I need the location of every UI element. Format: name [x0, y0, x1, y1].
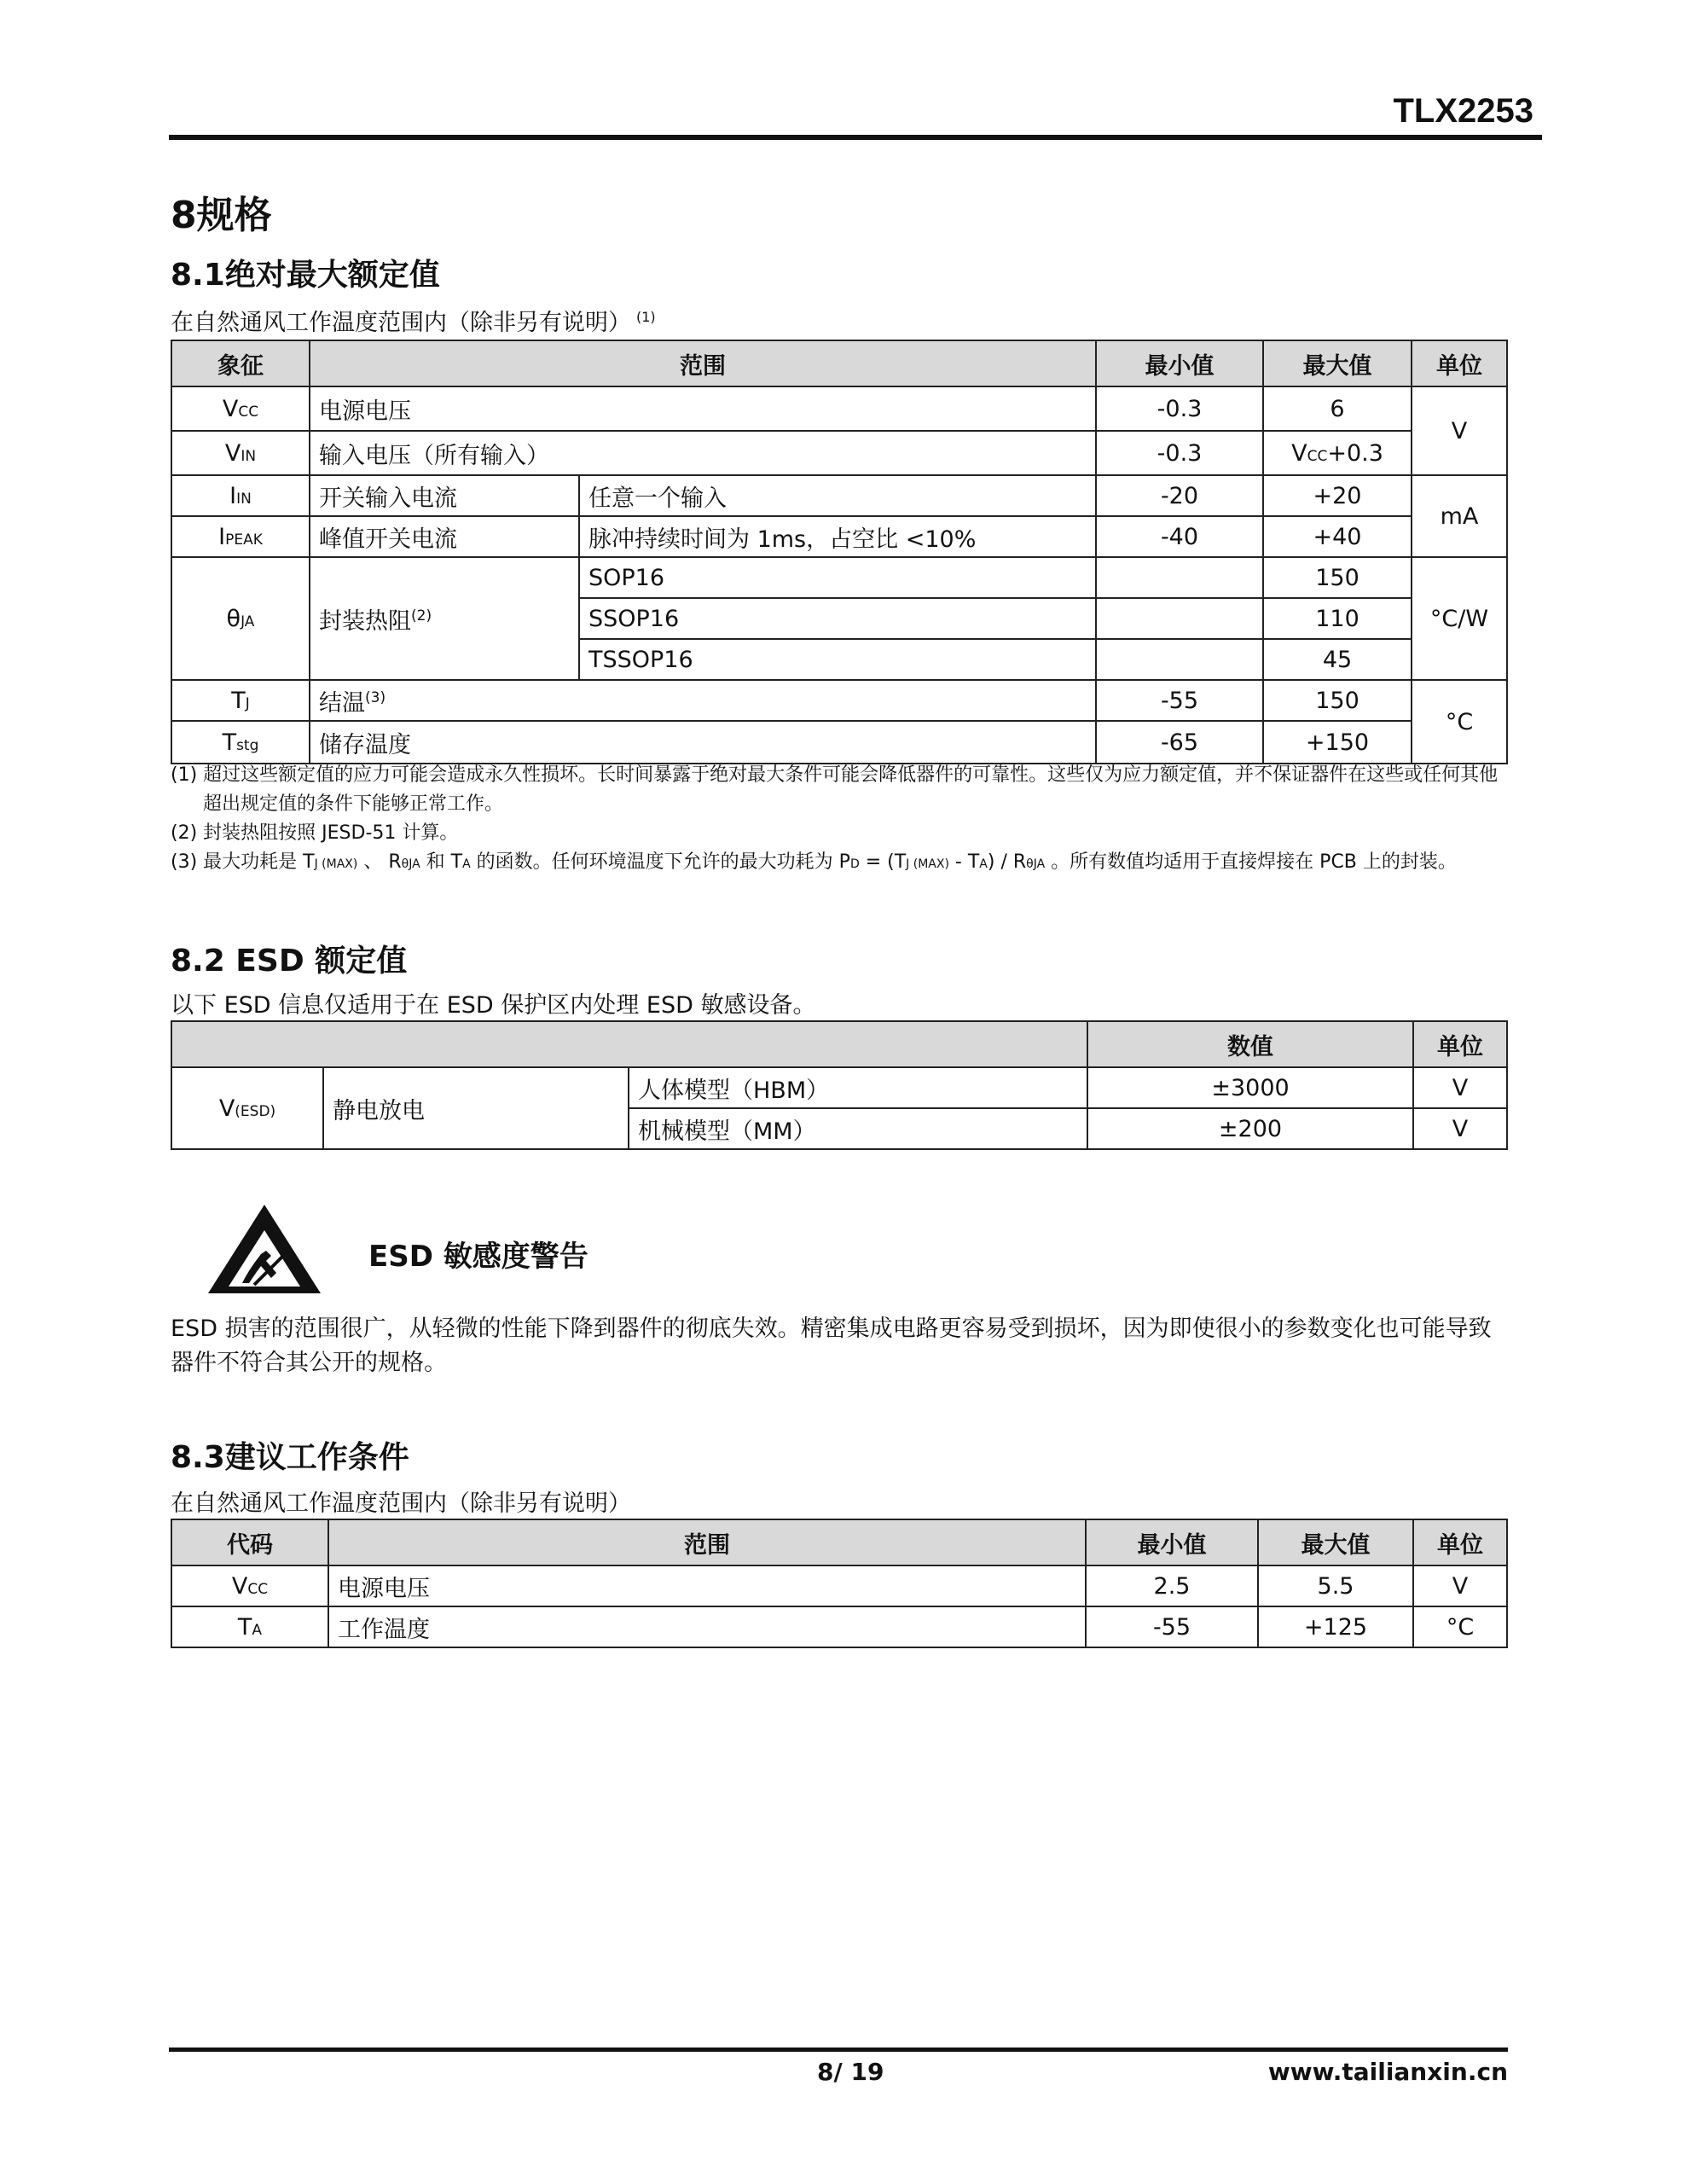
min-cell [1096, 598, 1263, 639]
cond-cell: 任意一个输入 [579, 475, 1096, 516]
value-cell: ±3000 [1087, 1067, 1413, 1108]
rec-table [171, 1519, 1508, 1648]
table-row [171, 386, 1507, 431]
col-unit: 单位 [1412, 340, 1507, 386]
min-cell [1096, 639, 1263, 680]
desc-cell: 工作温度 [328, 1606, 1086, 1647]
desc-cell: 封装热阻$^{(2)}$ [310, 557, 579, 680]
value-cell: ±200 [1087, 1108, 1413, 1149]
desc-cell: 电源电压 [310, 386, 1096, 431]
package-cell: SOP16 [579, 557, 1096, 598]
table-row [171, 431, 1507, 475]
desc-cell: 电源电压 [328, 1565, 1086, 1606]
desc-cell: 结温$^{(3)}$ [310, 680, 1096, 721]
max-cell: VCC+0.3 [1263, 431, 1412, 475]
max-cell: +20 [1263, 475, 1412, 516]
table-row [171, 557, 1507, 598]
min-cell: -20 [1096, 475, 1263, 516]
model-cell: 人体模型（HBM） [629, 1067, 1087, 1108]
footer-rule [169, 2048, 1508, 2052]
esd-warning-text: ESD 损害的范围很广，从轻微的性能下降到器件的彻底失效。精密集成电路更容易受到损坏，因为即使很小的参数变化也可能导致器件不符合其公开的规格。 [171, 1316, 1492, 1376]
symbol-cell: V(ESD) [171, 1067, 323, 1149]
page-number: 8/ 19 [817, 2058, 884, 2086]
symbol-cell: VCC [171, 1565, 328, 1606]
abs-max-footnotes [171, 761, 1510, 879]
table-header-row [171, 340, 1507, 386]
table-header-row [171, 1021, 1507, 1067]
desc-cell: 储存温度 [310, 721, 1096, 764]
max-cell: 110 [1263, 598, 1412, 639]
min-cell: -40 [1096, 516, 1263, 557]
max-cell: +125 [1258, 1606, 1413, 1647]
min-cell: -65 [1096, 721, 1263, 764]
unit-cell: V [1413, 1565, 1507, 1606]
symbol-cell: Tstg [171, 721, 310, 764]
unit-cell: V [1412, 386, 1507, 475]
table-row [171, 1067, 1507, 1108]
desc-cell: 开关输入电流 [310, 475, 579, 516]
max-cell: 150 [1263, 680, 1412, 721]
col-max: 最大值 [1263, 340, 1412, 386]
symbol-cell: VCC [171, 386, 310, 431]
col-value: 数值 [1087, 1021, 1413, 1067]
section-title-esd: 8.2 ESD 额定值 [171, 944, 408, 979]
website-link[interactable]: www.tailianxin.cn [1267, 2058, 1508, 2086]
symbol-cell: IIN [171, 475, 310, 516]
package-cell: TSSOP16 [579, 639, 1096, 680]
col-unit: 单位 [1413, 1021, 1507, 1067]
esd-table [171, 1020, 1508, 1150]
min-cell: -55 [1086, 1606, 1258, 1647]
model-cell: 机械模型（MM） [629, 1108, 1087, 1149]
max-cell: 6 [1263, 386, 1412, 431]
col-min: 最小值 [1086, 1519, 1258, 1565]
col-blank [171, 1021, 1087, 1067]
max-cell: 45 [1263, 639, 1412, 680]
min-cell: -0.3 [1096, 386, 1263, 431]
min-cell: 2.5 [1086, 1565, 1258, 1606]
esd-note: 以下 ESD 信息仅适用于在 ESD 保护区内处理 ESD 敏感设备。 [171, 992, 816, 1019]
col-symbol: 象征 [171, 340, 310, 386]
abs-max-note [171, 304, 656, 337]
part-number: TLX2253 [1393, 92, 1533, 130]
col-min: 最小值 [1096, 340, 1263, 386]
footnote-3: (3) 最大功耗是 TJ (MAX) 、 RθJA 和 TA 的函数。任何环境温度下允许的最大功耗为 PD = (TJ (MAX) - TA) / RθJA 。所有数值均适用于直接焊接在 PCB 上的封装。 [171, 851, 1457, 873]
table-row [171, 1565, 1507, 1606]
table-row [171, 475, 1507, 516]
rec-note: 在自然通风工作温度范围内（除非另有说明） [171, 1490, 631, 1517]
symbol-cell: θJA [171, 557, 310, 680]
header-rule [169, 135, 1542, 140]
esd-warning-title: ESD 敏感度警告 [368, 1240, 588, 1274]
table-row [171, 516, 1507, 557]
max-cell: 5.5 [1258, 1565, 1413, 1606]
unit-cell: V [1413, 1108, 1507, 1149]
desc-cell: 峰值开关电流 [310, 516, 579, 557]
footnote-2: (2) 封装热阻按照 JESD-51 计算。 [171, 822, 459, 844]
desc-cell: 输入电压（所有输入） [310, 431, 1096, 475]
unit-cell: V [1413, 1067, 1507, 1108]
unit-cell: mA [1412, 475, 1507, 557]
col-code: 代码 [171, 1519, 328, 1565]
section-title-spec: 8规格 [171, 194, 272, 237]
abs-max-table [171, 340, 1508, 764]
unit-cell: °C [1412, 680, 1507, 764]
package-cell: SSOP16 [579, 598, 1096, 639]
desc-cell: 静电放电 [323, 1067, 629, 1149]
max-cell: +150 [1263, 721, 1412, 764]
symbol-cell: TA [171, 1606, 328, 1647]
min-cell: -55 [1096, 680, 1263, 721]
col-unit: 单位 [1413, 1519, 1507, 1565]
table-header-row [171, 1519, 1507, 1565]
cond-cell: 脉冲持续时间为 1ms，占空比 <10% [579, 516, 1096, 557]
section-title-abs-max: 8.1绝对最大额定值 [171, 258, 440, 293]
unit-cell: °C/W [1412, 557, 1507, 680]
esd-warning-icon [205, 1201, 324, 1297]
max-cell: 150 [1263, 557, 1412, 598]
section-title-rec: 8.3建议工作条件 [171, 1440, 409, 1475]
table-row [171, 1606, 1507, 1647]
symbol-cell: VIN [171, 431, 310, 475]
min-cell [1096, 557, 1263, 598]
footnote-1: (1) 超过这些额定值的应力可能会造成永久性损坏。长时间暴露于绝对最大条件可能会降低器件的可靠性。这些仅为应力额定值，并不保证器件在这些或任何其他超出规定值的条件下能够正常工作。 [171, 764, 1499, 815]
col-range: 范围 [328, 1519, 1086, 1565]
table-row [171, 680, 1507, 721]
max-cell: +40 [1263, 516, 1412, 557]
symbol-cell: IPEAK [171, 516, 310, 557]
abs-max-note-sup: (1) [636, 309, 656, 325]
unit-cell: °C [1413, 1606, 1507, 1647]
table-row [171, 721, 1507, 764]
abs-max-note-text: 在自然通风工作温度范围内（除非另有说明） [171, 310, 631, 336]
col-max: 最大值 [1258, 1519, 1413, 1565]
min-cell: -0.3 [1096, 431, 1263, 475]
symbol-cell: TJ [171, 680, 310, 721]
col-range: 范围 [310, 340, 1096, 386]
